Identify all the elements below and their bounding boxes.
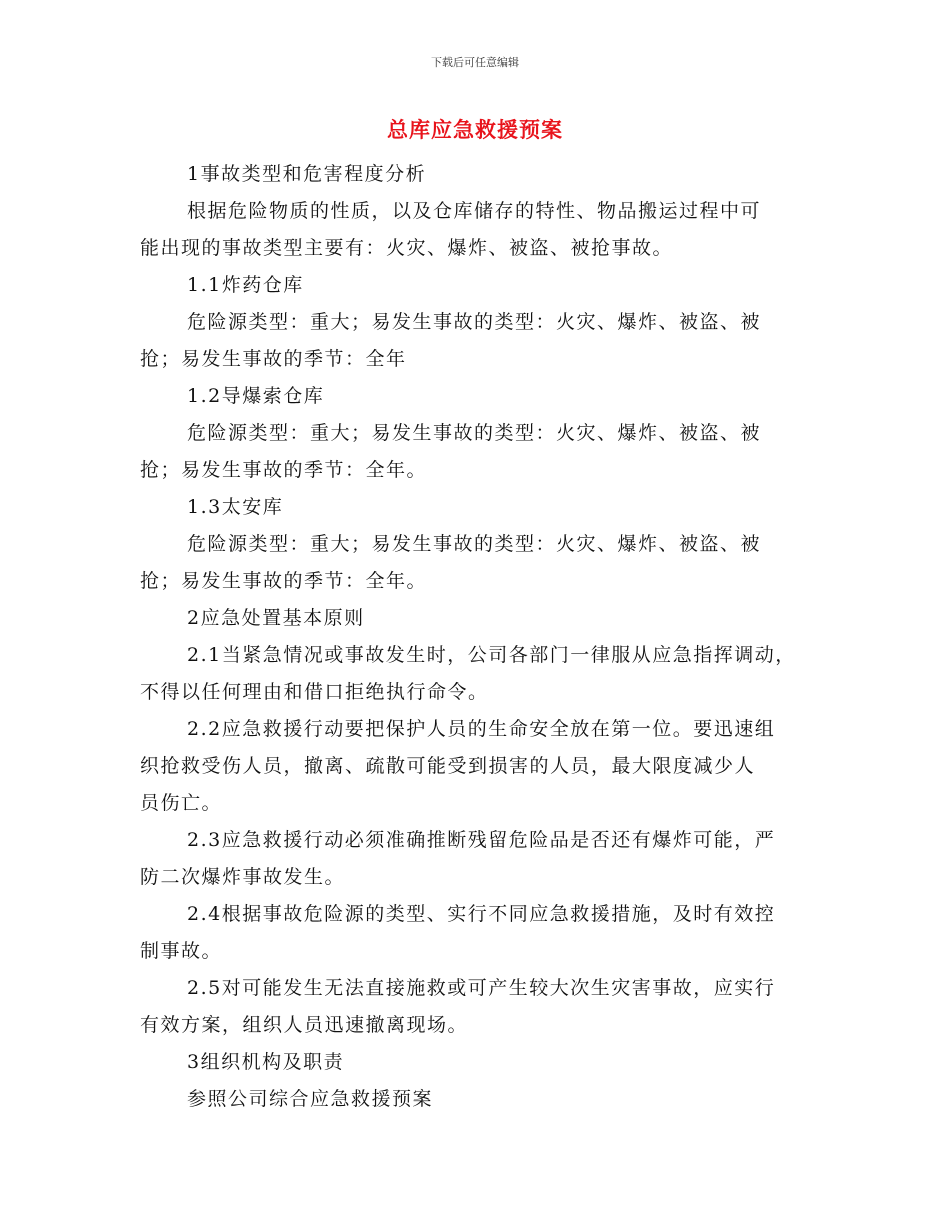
document-title: 总库应急救援预案 — [387, 117, 563, 142]
text-line: 1.2导爆索仓库 — [187, 385, 325, 407]
text-line: 根据危险物质的性质，以及仓库储存的特性、物品搬运过程中可 — [187, 200, 762, 222]
text-line: 3组织机构及职责 — [187, 1051, 345, 1073]
text-line: 抢；易发生事故的季节：全年。 — [140, 570, 428, 592]
text-line: 2.3应急救援行动必须准确推断残留危险品是否还有爆炸可能，严 — [187, 829, 776, 851]
text-line: 抢；易发生事故的季节：全年 — [140, 348, 407, 370]
header-note: 下载后可任意编辑 — [431, 56, 519, 69]
text-line: 制事故。 — [140, 940, 223, 962]
text-line: 能出现的事故类型主要有：火灾、爆炸、被盗、被抢事故。 — [140, 237, 674, 259]
text-line: 1.3太安库 — [187, 496, 284, 518]
text-line: 2.1当紧急情况或事故发生时，公司各部门一律服从应急指挥调动， — [187, 644, 796, 666]
text-line: 1事故类型和危害程度分析 — [187, 163, 427, 185]
text-line: 织抢救受伤人员，撤离、疏散可能受到损害的人员，最大限度减少人 — [140, 755, 756, 777]
text-line: 2应急处置基本原则 — [187, 607, 365, 629]
text-line: 员伤亡。 — [140, 792, 223, 814]
text-line: 参照公司综合应急救援预案 — [187, 1088, 434, 1110]
text-line: 危险源类型：重大；易发生事故的类型：火灾、爆炸、被盗、被 — [187, 533, 762, 555]
text-line: 2.5对可能发生无法直接施救或可产生较大次生灾害事故，应实行 — [187, 977, 776, 999]
text-line: 2.4根据事故危险源的类型、实行不同应急救援措施，及时有效控 — [187, 903, 776, 925]
text-line: 不得以任何理由和借口拒绝执行命令。 — [140, 681, 489, 703]
text-line: 抢；易发生事故的季节：全年。 — [140, 459, 428, 481]
text-line: 1.1炸药仓库 — [187, 274, 304, 296]
text-line: 有效方案，组织人员迅速撤离现场。 — [140, 1014, 469, 1036]
document-body — [140, 156, 830, 1118]
text-line: 防二次爆炸事故发生。 — [140, 866, 346, 888]
text-line: 2.2应急救援行动要把保护人员的生命安全放在第一位。要迅速组 — [187, 718, 776, 740]
text-line: 危险源类型：重大；易发生事故的类型：火灾、爆炸、被盗、被 — [187, 311, 762, 333]
text-line: 危险源类型：重大；易发生事故的类型：火灾、爆炸、被盗、被 — [187, 422, 762, 444]
